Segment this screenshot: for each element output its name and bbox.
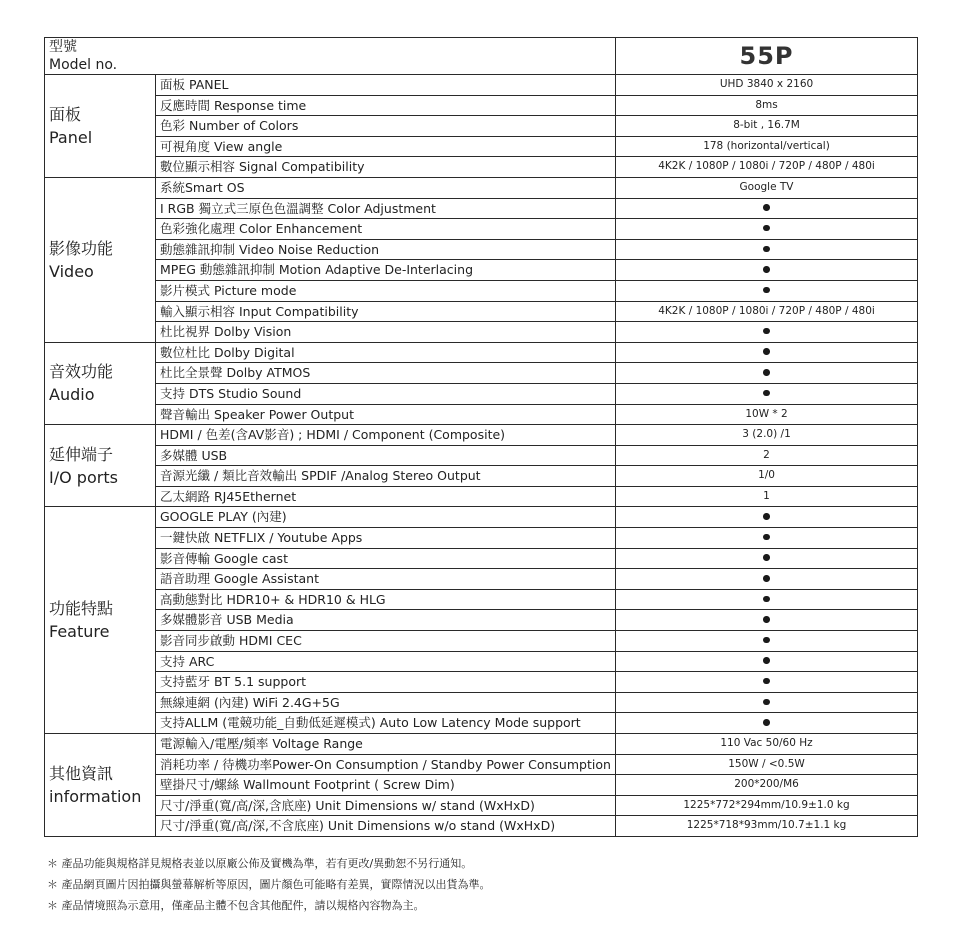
model-label-en: Model no.	[49, 57, 118, 73]
feature-label: 語音助理 Google Assistant	[156, 569, 616, 590]
feature-label: 影片模式 Picture mode	[156, 280, 616, 301]
feature-value	[616, 219, 918, 240]
feature-label: 乙太網路 RJ45Ethernet	[156, 486, 616, 507]
table-row	[45, 322, 918, 343]
feature-value: 1225*718*93mm/10.7±1.1 kg	[616, 816, 918, 837]
footnote: ＊ 產品情境照為示意用，僅產品主體不包含其他配件，請以規格內容物為主。	[47, 899, 425, 912]
feature-label: MPEG 動態雜訊抑制 Motion Adaptive De-Interlacing	[156, 260, 616, 281]
section-label	[45, 425, 156, 507]
table-row	[45, 383, 918, 404]
feature-value	[616, 260, 918, 281]
feature-label: 多媒體影音 USB Media	[156, 610, 616, 631]
feature-label: 無線連網 (內建) WiFi 2.4G+5G	[156, 692, 616, 713]
table-row	[45, 692, 918, 713]
feature-label: 聲音輸出 Speaker Power Output	[156, 404, 616, 425]
supported-dot-icon	[763, 348, 770, 355]
model-value: 55P	[616, 38, 918, 75]
table-row	[45, 631, 918, 652]
footnote: ＊ 產品功能與規格詳見規格表並以原廠公佈及實機為準，若有更改/異動恕不另行通知。	[47, 857, 473, 870]
supported-dot-icon	[763, 534, 770, 541]
feature-value: 10W * 2	[616, 404, 918, 425]
feature-label: 消耗功率 / 待機功率Power-On Consumption / Standby Power Consumption	[156, 754, 616, 775]
model-label	[45, 38, 616, 75]
section-label	[45, 75, 156, 178]
table-row	[45, 795, 918, 816]
feature-value: 3 (2.0) /1	[616, 425, 918, 446]
table-row	[45, 589, 918, 610]
model-row	[45, 38, 918, 75]
feature-value: UHD 3840 x 2160	[616, 75, 918, 96]
feature-value	[616, 239, 918, 260]
feature-value	[616, 713, 918, 734]
supported-dot-icon	[763, 596, 770, 603]
feature-value: 150W / <0.5W	[616, 754, 918, 775]
table-row	[45, 754, 918, 775]
table-row	[45, 548, 918, 569]
feature-value	[616, 198, 918, 219]
supported-dot-icon	[763, 328, 770, 335]
supported-dot-icon	[763, 554, 770, 561]
supported-dot-icon	[763, 657, 770, 664]
model-label-zh: 型號	[49, 39, 77, 55]
section-label-zh: 面板	[49, 104, 82, 124]
supported-dot-icon	[763, 204, 770, 211]
feature-value: 1225*772*294mm/10.9±1.0 kg	[616, 795, 918, 816]
feature-value	[616, 610, 918, 631]
section-label-zh: 延伸端子	[49, 444, 114, 464]
section-label-en: Panel	[49, 127, 93, 147]
feature-label: 支持藍牙 BT 5.1 support	[156, 672, 616, 693]
table-row	[45, 95, 918, 116]
feature-value: 178 (horizontal/vertical)	[616, 136, 918, 157]
table-row	[45, 569, 918, 590]
feature-label: 電源輸入/電壓/頻率 Voltage Range	[156, 734, 616, 755]
section-label-en: Audio	[49, 385, 95, 405]
table-row	[45, 466, 918, 487]
feature-label: 一鍵快啟 NETFLIX / Youtube Apps	[156, 528, 616, 549]
section-label-zh: 影像功能	[49, 238, 114, 258]
table-row	[45, 157, 918, 178]
feature-label: 支持ALLM (電競功能_自動低延遲模式) Auto Low Latency Mode support	[156, 713, 616, 734]
table-row	[45, 486, 918, 507]
section-label-en: I/O ports	[49, 467, 118, 487]
table-row	[45, 610, 918, 631]
feature-value: 8ms	[616, 95, 918, 116]
feature-value: 8-bit , 16.7M	[616, 116, 918, 137]
table-row	[45, 280, 918, 301]
table-row	[45, 260, 918, 281]
feature-label: 杜比全景聲 Dolby ATMOS	[156, 363, 616, 384]
table-row	[45, 75, 918, 96]
feature-value: 4K2K / 1080P / 1080i / 720P / 480P / 480i	[616, 301, 918, 322]
feature-label: 數位杜比 Dolby Digital	[156, 342, 616, 363]
feature-value: 110 Vac 50/60 Hz	[616, 734, 918, 755]
feature-value	[616, 672, 918, 693]
feature-value	[616, 692, 918, 713]
feature-label: 尺寸/淨重(寬/高/深,不含底座) Unit Dimensions w/o stand (WxHxD)	[156, 816, 616, 837]
feature-label: 高動態對比 HDR10+ & HDR10 & HLG	[156, 589, 616, 610]
feature-value	[616, 589, 918, 610]
feature-value	[616, 322, 918, 343]
supported-dot-icon	[763, 287, 770, 294]
feature-value: 200*200/M6	[616, 775, 918, 796]
section-label-zh: 功能特點	[49, 599, 114, 619]
table-row	[45, 651, 918, 672]
feature-value	[616, 548, 918, 569]
spec-table	[44, 37, 918, 837]
feature-value	[616, 363, 918, 384]
supported-dot-icon	[763, 719, 770, 726]
feature-label: 影音同步啟動 HDMI CEC	[156, 631, 616, 652]
feature-value	[616, 631, 918, 652]
feature-label: 面板 PANEL	[156, 75, 616, 96]
feature-label: 支持 DTS Studio Sound	[156, 383, 616, 404]
section-label	[45, 507, 156, 734]
feature-label: 數位顯示相容 Signal Compatibility	[156, 157, 616, 178]
feature-value: 4K2K / 1080P / 1080i / 720P / 480P / 480i	[616, 157, 918, 178]
supported-dot-icon	[763, 369, 770, 376]
supported-dot-icon	[763, 513, 770, 520]
feature-label: 多媒體 USB	[156, 445, 616, 466]
feature-label: 系統Smart OS	[156, 177, 616, 198]
feature-label: 音源光纖 / 類比音效輸出 SPDIF /Analog Stereo Output	[156, 466, 616, 487]
feature-value	[616, 342, 918, 363]
feature-label: 輸入顯示相容 Input Compatibility	[156, 301, 616, 322]
supported-dot-icon	[763, 390, 770, 397]
section-label-zh: 其他資訊	[49, 763, 114, 783]
feature-value	[616, 507, 918, 528]
supported-dot-icon	[763, 616, 770, 623]
feature-value	[616, 569, 918, 590]
table-row	[45, 116, 918, 137]
footnotes	[47, 853, 491, 916]
feature-label: 壁掛尺寸/螺絲 Wallmount Footprint ( Screw Dim)	[156, 775, 616, 796]
feature-label: I RGB 獨立式三原色色溫調整 Color Adjustment	[156, 198, 616, 219]
supported-dot-icon	[763, 678, 770, 685]
feature-label: 反應時間 Response time	[156, 95, 616, 116]
feature-label: 可視角度 View angle	[156, 136, 616, 157]
table-row	[45, 713, 918, 734]
feature-label: 支持 ARC	[156, 651, 616, 672]
table-row	[45, 816, 918, 837]
section-label	[45, 342, 156, 424]
table-row	[45, 239, 918, 260]
table-row	[45, 198, 918, 219]
section-label	[45, 734, 156, 837]
feature-value: 1/0	[616, 466, 918, 487]
table-row	[45, 445, 918, 466]
table-row	[45, 672, 918, 693]
supported-dot-icon	[763, 575, 770, 582]
feature-value: 2	[616, 445, 918, 466]
feature-label: 影音傳輸 Google cast	[156, 548, 616, 569]
section-label	[45, 177, 156, 342]
table-row	[45, 136, 918, 157]
table-row	[45, 775, 918, 796]
feature-value	[616, 528, 918, 549]
table-row	[45, 219, 918, 240]
feature-label: 尺寸/淨重(寬/高/深,含底座) Unit Dimensions w/ stand (WxHxD)	[156, 795, 616, 816]
supported-dot-icon	[763, 246, 770, 253]
table-row	[45, 507, 918, 528]
feature-label: 動態雜訊抑制 Video Noise Reduction	[156, 239, 616, 260]
table-row	[45, 425, 918, 446]
section-label-en: information	[49, 786, 142, 806]
table-row	[45, 528, 918, 549]
table-row	[45, 363, 918, 384]
supported-dot-icon	[763, 637, 770, 644]
table-row	[45, 734, 918, 755]
feature-value: 1	[616, 486, 918, 507]
feature-value: Google TV	[616, 177, 918, 198]
section-label-en: Video	[49, 261, 94, 281]
feature-label: 色彩強化處理 Color Enhancement	[156, 219, 616, 240]
feature-label: HDMI / 色差(含AV影音) ; HDMI / Component (Composite)	[156, 425, 616, 446]
footnote: ＊ 產品網頁圖片因拍攝與螢幕解析等原因，圖片顏色可能略有差異，實際情況以出貨為準。	[47, 878, 491, 891]
supported-dot-icon	[763, 225, 770, 232]
feature-value	[616, 651, 918, 672]
supported-dot-icon	[763, 699, 770, 706]
table-row	[45, 177, 918, 198]
supported-dot-icon	[763, 266, 770, 273]
feature-label: GOOGLE PLAY (內建)	[156, 507, 616, 528]
table-row	[45, 342, 918, 363]
section-label-zh: 音效功能	[49, 362, 114, 382]
feature-label: 杜比視界 Dolby Vision	[156, 322, 616, 343]
section-label-en: Feature	[49, 622, 110, 642]
feature-value	[616, 383, 918, 404]
table-row	[45, 301, 918, 322]
feature-label: 色彩 Number of Colors	[156, 116, 616, 137]
table-row	[45, 404, 918, 425]
feature-value	[616, 280, 918, 301]
